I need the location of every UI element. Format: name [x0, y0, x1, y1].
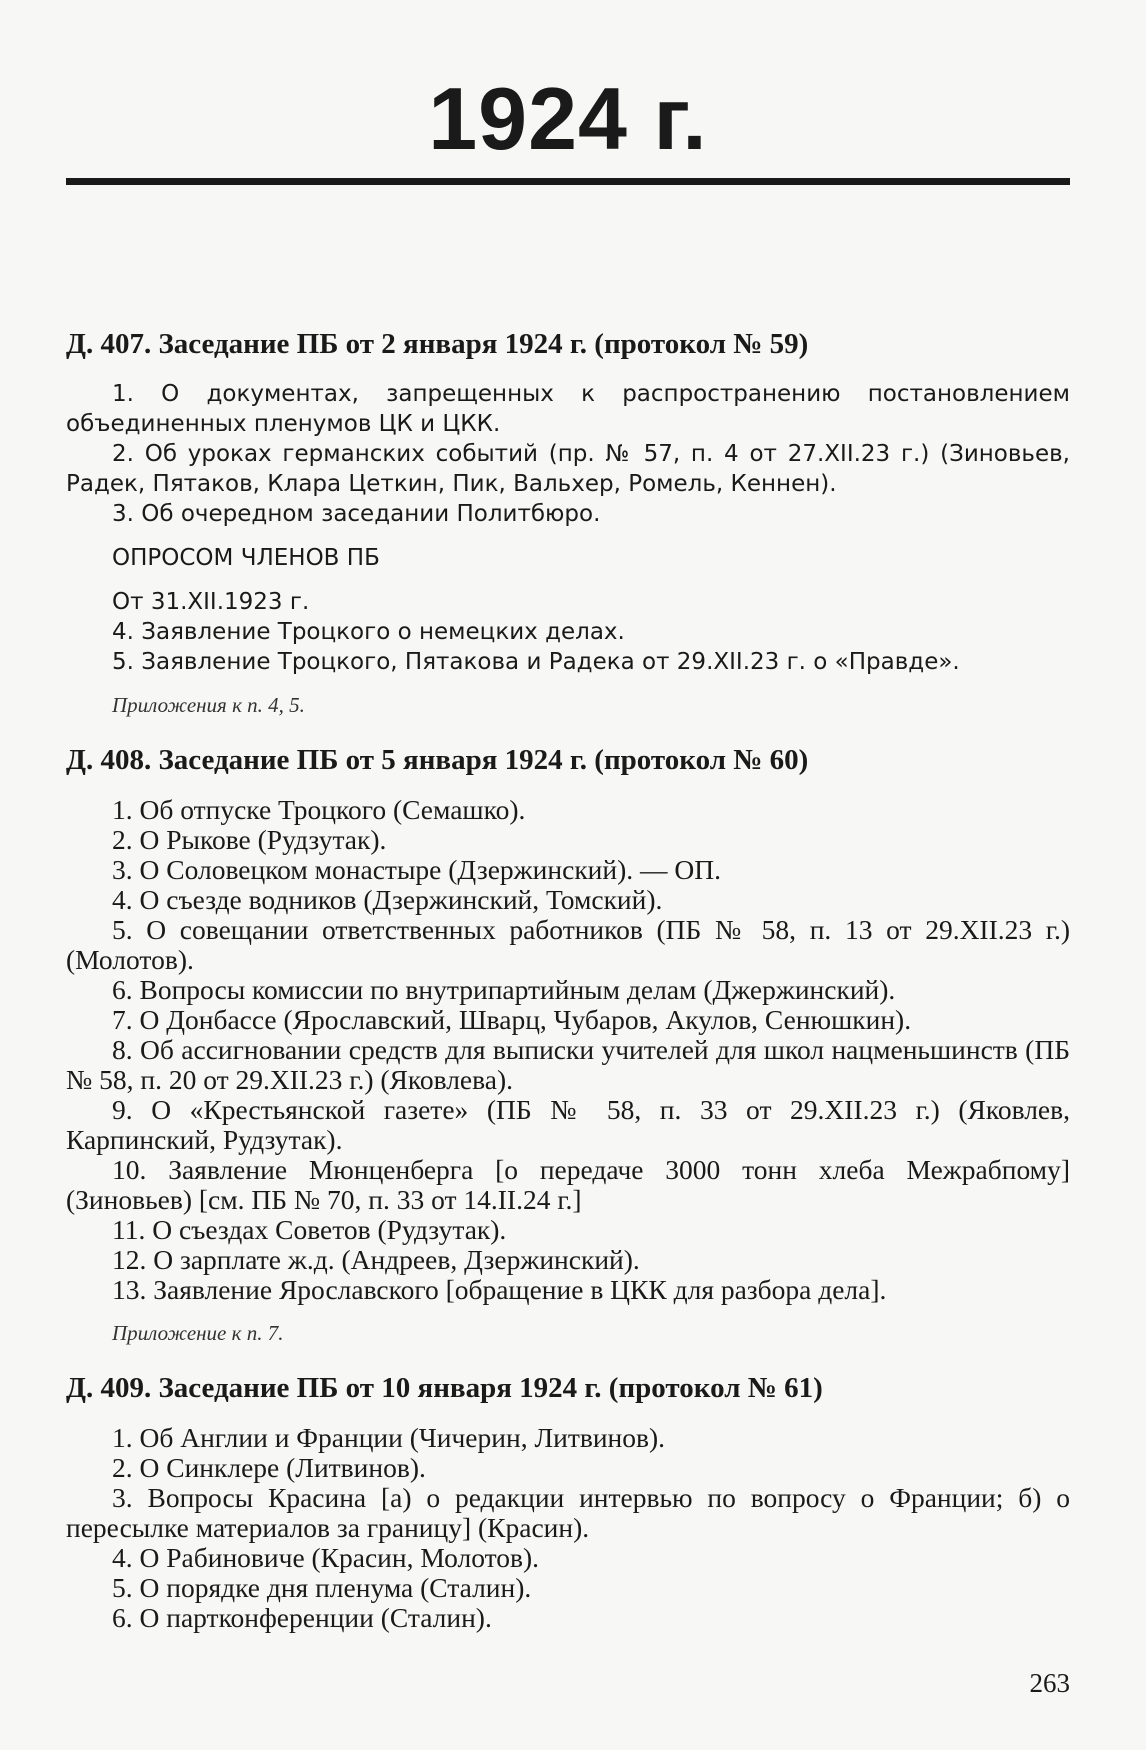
appendix-note: Приложения к п. 4, 5.	[112, 693, 305, 717]
page-number: 263	[1029, 1668, 1070, 1698]
agenda-item: 1. Об Англии и Франции (Чичерин, Литвинов).	[112, 1422, 666, 1453]
agenda-item: 4. О съезде водников (Дзержинский, Томский).	[112, 884, 663, 915]
document-list	[66, 328, 1070, 1659]
agenda-item: 12. О зарплате ж.д. (Андреев, Дзержинский).	[112, 1244, 640, 1275]
document-title: Д. 407. Заседание ПБ от 2 января 1924 г. (протокол № 59)	[66, 328, 809, 360]
agenda-item: 8. Об ассигновании средств для выписки учителей для школ нацменьшинств (ПБ № 58, п. 20 от 29.XII.23 г.) (Яковлева).	[66, 1034, 1070, 1095]
agenda-item: 6. Вопросы комиссии по внутрипартийным делам (Джержинский).	[112, 974, 896, 1005]
document-title: Д. 409. Заседание ПБ от 10 января 1924 г. (протокол № 61)	[66, 1372, 823, 1404]
agenda-list	[66, 379, 1070, 677]
agenda-item: 2. О Синклере (Литвинов).	[112, 1452, 426, 1483]
agenda-item: 2. О Рыкове (Рудзутак).	[112, 824, 387, 855]
document-409	[66, 1372, 1070, 1633]
poll-heading: ОПРОСОМ ЧЛЕНОВ ПБ	[112, 545, 380, 571]
agenda-item: 5. О порядке дня пленума (Сталин).	[112, 1572, 532, 1603]
appendix-note: Приложение к п. 7.	[112, 1321, 284, 1345]
agenda-item: 5. О совещании ответственных работников (ПБ № 58, п. 13 от 29.XII.23 г.) (Молотов).	[66, 914, 1070, 975]
agenda-item: 3. Вопросы Красина [а) о редакции интервью по вопросу о Франции; б) о пересылке материалов за границу] (Красин).	[66, 1482, 1070, 1543]
agenda-item: 3. О Соловецком монастыре (Дзержинский). — ОП.	[112, 854, 721, 885]
document-407	[66, 328, 1070, 718]
document-title: Д. 408. Заседание ПБ от 5 января 1924 г. (протокол № 60)	[66, 744, 809, 776]
agenda-item: 1. О документах, запрещенных к распространению постановлением объединенных пленумов ЦК и ЦКК.	[66, 381, 1070, 437]
agenda-item: 9. О «Крестьянской газете» (ПБ № 58, п. 33 от 29.XII.23 г.) (Яковлев, Карпинский, Рудзутак).	[66, 1094, 1070, 1155]
heading-rule	[66, 178, 1070, 185]
agenda-item: 3. Об очередном заседании Политбюро.	[112, 501, 601, 527]
agenda-item: 11. О съездах Советов (Рудзутак).	[112, 1214, 507, 1245]
agenda-item: 10. Заявление Мюнценберга [о передаче 3000 тонн хлеба Межрабпому] (Зиновьев) [см. ПБ № 70, п. 33 от 14.II.24 г.]	[66, 1154, 1070, 1215]
agenda-list	[66, 795, 1070, 1305]
agenda-item: 6. О партконференции (Сталин).	[112, 1602, 492, 1633]
document-408	[66, 744, 1070, 1346]
agenda-item: 13. Заявление Ярославского [обращение в ЦКК для разбора дела].	[112, 1274, 887, 1305]
agenda-item: 7. О Донбассе (Ярославский, Шварц, Чубаров, Акулов, Сенюшкин).	[112, 1004, 912, 1035]
agenda-list	[66, 1423, 1070, 1633]
agenda-item: 1. Об отпуске Троцкого (Семашко).	[112, 794, 526, 825]
poll-date: От 31.XII.1923 г.	[112, 589, 310, 615]
agenda-item: 5. Заявление Троцкого, Пятакова и Радека от 29.XII.23 г. о «Правде».	[112, 649, 960, 675]
year-heading: 1924 г.	[428, 69, 708, 168]
agenda-item: 2. Об уроках германских событий (пр. № 57, п. 4 от 27.XII.23 г.) (Зиновьев, Радек, Пятаков, Клара Цеткин, Пик, Вальхер, Ромель, Кеннен).	[66, 441, 1070, 497]
agenda-item: 4. Заявление Троцкого о немецких делах.	[112, 619, 625, 645]
agenda-item: 4. О Рабиновиче (Красин, Молотов).	[112, 1542, 540, 1573]
